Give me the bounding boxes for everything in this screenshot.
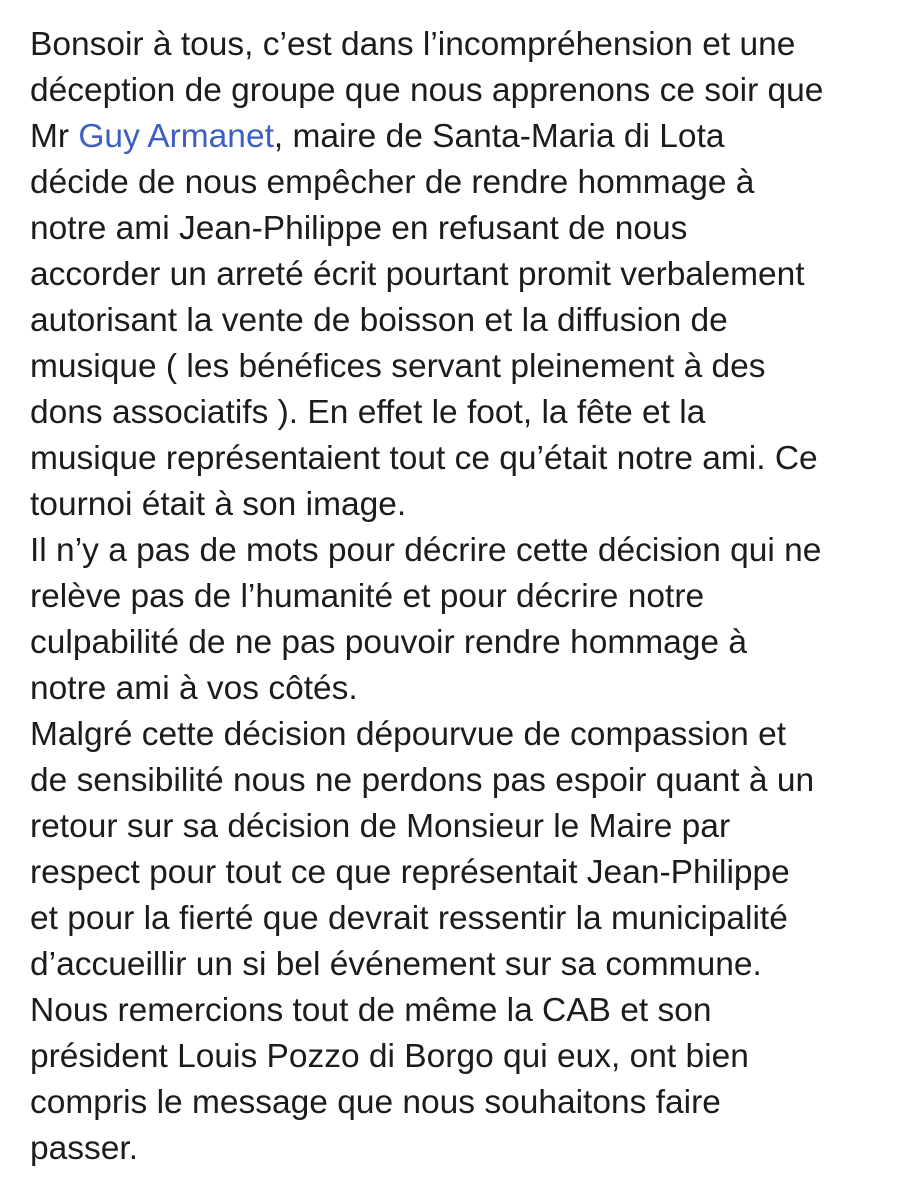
post-line: et pour la fierté que devrait ressentir la municipalité	[30, 900, 788, 937]
text-before-mention: Mr	[30, 118, 79, 155]
post-line: tournoi était à son image.	[30, 486, 407, 523]
post-line: relève pas de l’humanité et pour décrire notre	[30, 578, 705, 615]
post-line: décide de nous empêcher de rendre hommage à	[30, 164, 755, 201]
post-line: compris le message que nous souhaitons faire	[30, 1084, 721, 1121]
user-mention-link[interactable]: Guy Armanet	[78, 118, 274, 155]
post-line: accorder un arreté écrit pourtant promit verbalement	[30, 256, 805, 293]
post-line: musique ( les bénéfices servant pleinement à des	[30, 348, 766, 385]
post-line: passer.	[30, 1130, 139, 1167]
post-line: déception de groupe que nous apprenons ce soir que	[30, 72, 824, 109]
post-line: culpabilité de ne pas pouvoir rendre hommage à	[30, 624, 747, 661]
post-line: notre ami Jean-Philippe en refusant de nous	[30, 210, 688, 247]
post-line: notre ami à vos côtés.	[30, 670, 358, 707]
post-line: dons associatifs ). En effet le foot, la fête et la	[30, 394, 706, 431]
post-line: Malgré cette décision dépourvue de compassion et	[30, 716, 787, 753]
text-after-mention: , maire de Santa-Maria di Lota	[273, 118, 725, 155]
post-line: autorisant la vente de boisson et la diffusion de	[30, 302, 728, 339]
post-line: Nous remercions tout de même la CAB et son	[30, 992, 712, 1029]
post-line: d’accueillir un si bel événement sur sa commune.	[30, 946, 762, 983]
post-line: musique représentaient tout ce qu’était notre ami. Ce	[30, 440, 818, 477]
post-line-with-mention	[30, 114, 900, 160]
post-line: président Louis Pozzo di Borgo qui eux, ont bien	[30, 1038, 749, 1075]
post-line: retour sur sa décision de Monsieur le Maire par	[30, 808, 731, 845]
post-line: Bonsoir à tous, c’est dans l’incompréhension et une	[30, 26, 796, 63]
post-line: respect pour tout ce que représentait Jean-Philippe	[30, 854, 790, 891]
post-body-text	[30, 22, 900, 1172]
post-line: Il n’y a pas de mots pour décrire cette décision qui ne	[30, 532, 822, 569]
post-line: de sensibilité nous ne perdons pas espoir quant à un	[30, 762, 815, 799]
